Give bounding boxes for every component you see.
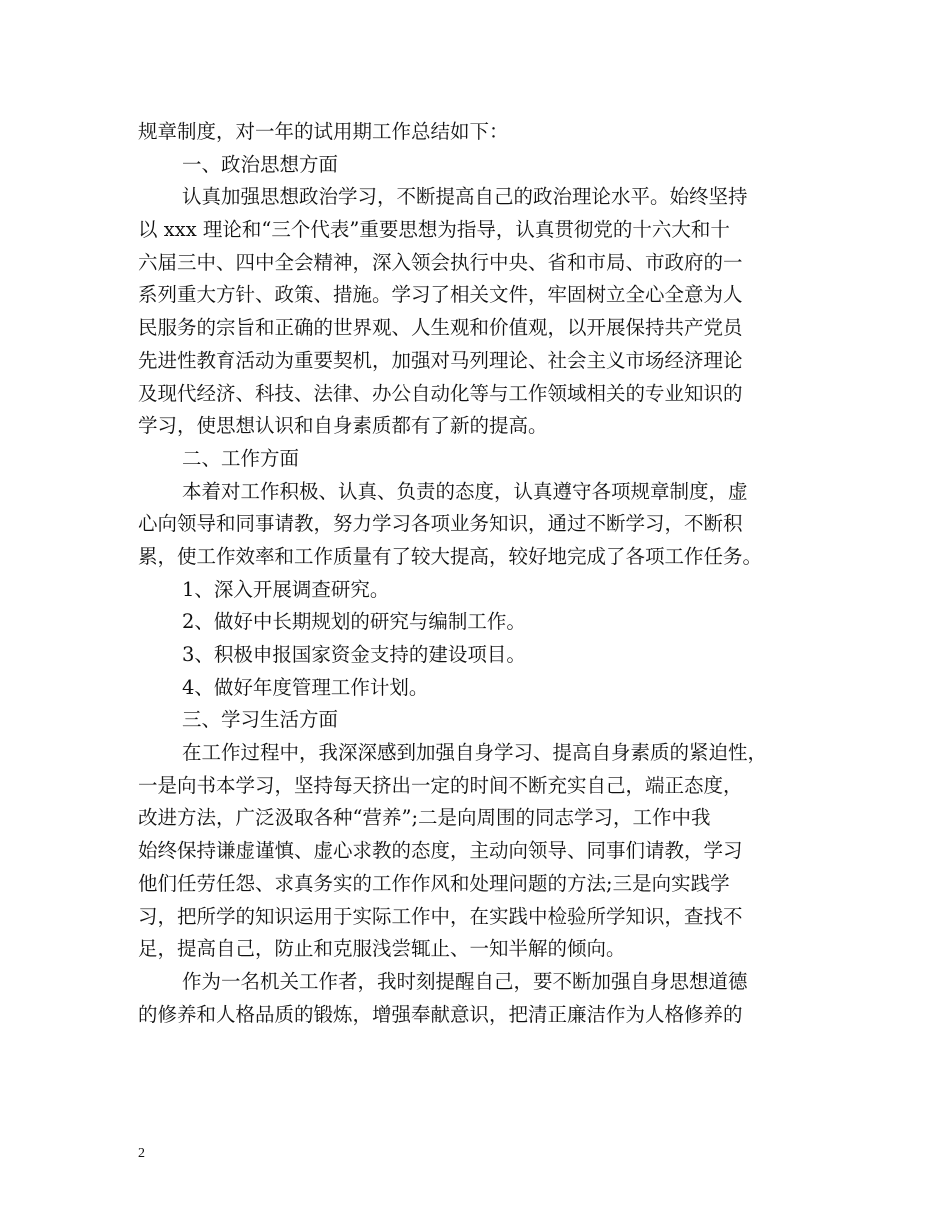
text-line: 他们任劳任怨、求真务实的工作作风和处理问题的方法;三是向实践学: [138, 871, 730, 895]
text-line: 规章制度，对一年的试用期工作总结如下：: [138, 120, 509, 143]
section-heading-politics: 一、政治思想方面: [182, 152, 339, 176]
text-line: 六届三中、四中全会精神，深入领会执行中央、省和市局、市政府的一: [138, 250, 743, 274]
text-line: 学习，使思想认识和自身素质都有了新的提高。: [138, 414, 548, 438]
text-line: 始终保持谦虚谨慎、虚心求教的态度，主动向领导、同事们请教，学习: [138, 839, 743, 863]
page-number: 2: [138, 1146, 145, 1161]
text-line: 心向领导和同事请教，努力学习各项业务知识，通过不断学习，不断积: [138, 512, 743, 536]
document-body: [138, 116, 818, 1031]
text-line: 作为一名机关工作者，我时刻提醒自己，要不断加强自身思想道德: [182, 969, 748, 993]
text-line: 习，把所学的知识运用于实际工作中，在实践中检验所学知识，查找不: [138, 904, 743, 928]
text-line: 认真加强思想政治学习，不断提高自己的政治理论水平。始终坚持: [182, 185, 748, 209]
list-item: 4、做好年度管理工作计划。: [182, 675, 429, 699]
text-line: 以 xxx 理论和“三个代表”重要思想为指导，认真贯彻党的十六大和十: [138, 218, 730, 242]
text-line: 民服务的宗旨和正确的世界观、人生观和价值观，以开展保持共产党员: [138, 316, 743, 340]
list-item: 1、深入开展调查研究。: [182, 577, 390, 601]
text-line: 一是向书本学习，坚持每天挤出一定的时间不断充实自己，端正态度，: [138, 773, 743, 797]
section-heading-study-life: 三、学习生活方面: [182, 708, 339, 732]
text-line: 改进方法，广泛汲取各种“营养”;二是向周围的同志学习，工作中我: [138, 806, 711, 830]
section-heading-work: 二、工作方面: [182, 446, 300, 470]
text-line: 在工作过程中，我深深感到加强自身学习、提高自身素质的紧迫性，: [182, 741, 768, 765]
text-line: 的修养和人格品质的锻炼，增强奉献意识，把清正廉洁作为人格修养的: [138, 1002, 743, 1026]
text-line: 先进性教育活动为重要契机，加强对马列理论、社会主义市场经济理论: [138, 348, 743, 372]
text-line: 累，使工作效率和工作质量有了较大提高，较好地完成了各项工作任务。: [138, 544, 763, 568]
text-line: 及现代经济、科技、法律、办公自动化等与工作领域相关的专业知识的: [138, 381, 743, 405]
text-line: 足，提高自己，防止和克服浅尝辄止、一知半解的倾向。: [138, 937, 626, 961]
list-item: 3、积极申报国家资金支持的建设项目。: [182, 643, 526, 666]
text-line: 系列重大方针、政策、措施。学习了相关文件，牢固树立全心全意为人: [138, 283, 743, 307]
list-item: 2、做好中长期规划的研究与编制工作。: [182, 610, 526, 634]
text-line: 本着对工作积极、认真、负责的态度，认真遵守各项规章制度，虚: [182, 479, 748, 503]
